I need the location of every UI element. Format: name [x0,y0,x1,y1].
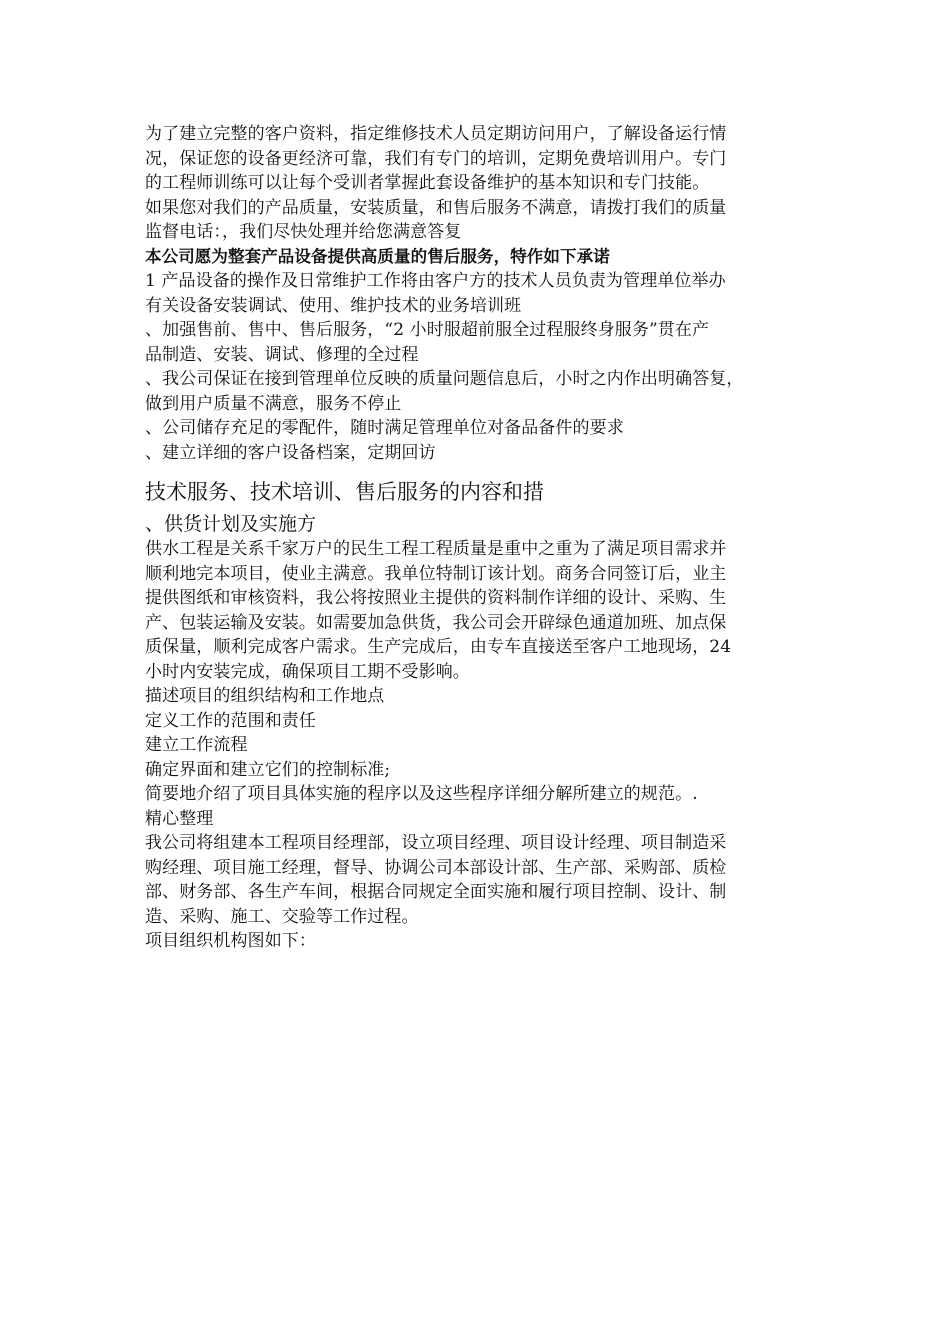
promise-item: 有关设备安装调试、使用、维护技术的业务培训班 [145,295,522,316]
paragraph-quality-hotline [145,196,810,245]
text-line: 质保量，顺利完成客户需求。生产完成后，由专车直接送至客户工地现场，24 [145,637,732,657]
text-line: 顺利地完本项目，使业主满意。我单位特制订该计划。商务合同签订后，业主 [145,563,727,584]
document-page [145,122,810,954]
promise-item: 做到用户质量不满意，服务不停止 [145,393,402,414]
plan-list [145,684,810,831]
paragraph-supply-plan [145,537,810,684]
text-line: 为了建立完整的客户资料，指定维修技术人员定期访问用户，了解设备运行情 [145,124,727,144]
text-line: 况，保证您的设备更经济可靠，我们有专门的培训，定期免费培训用户。专门 [145,148,727,169]
text-line: 供水工程是关系千家万户的民生工程工程质量是重中之重为了满足项目需求并 [145,539,727,559]
text-line: 小时内安装完成，确保项目工期不受影响。 [145,661,470,682]
text-line: 如果您对我们的产品质量，安装质量，和售后服务不满意，请拨打我们的质量 [145,197,727,218]
promise-list [145,269,810,465]
plan-item: 描述项目的组织结构和工作地点 [145,686,385,706]
paragraph-organization [145,831,810,929]
paragraph-training [145,122,810,196]
sub-heading: 、供货计划及实施方 [145,513,317,535]
text-line: 购经理、项目施工经理，督导、协调公司本部设计部、生产部、采购部、质检 [145,857,727,878]
plan-item: 精心整理 [145,808,214,829]
org-chart-caption: 项目组织机构图如下： [145,931,316,951]
promise-item: 1 产品设备的操作及日常维护工作将由客户方的技术人员负责为管理单位举办 [145,271,726,291]
promise-item: 、公司储存充足的零配件，随时满足管理单位对备品备件的要求 [145,418,624,438]
section-heading: 技术服务、技术培训、售后服务的内容和措 [145,480,544,504]
promise-item: 品制造、安装、调试、修理的全过程 [145,344,419,365]
text-line: 的工程师训练可以让每个受训者掌握此套设备维护的基本知识和专门技能。 [145,173,710,193]
plan-item: 建立工作流程 [145,735,248,755]
plan-item: 确定界面和建立它们的控制标准; [145,759,391,780]
promise-title: 本公司愿为整套产品设备提供高质量的售后服务，特作如下承诺 [145,246,610,266]
promise-item: 、我公司保证在接到管理单位反映的质量问题信息后，小时之内作出明确答复， [145,369,744,389]
text-line: 监督电话：，我们尽快处理并给您满意答复 [145,222,462,242]
promise-item: 、加强售前、售中、售后服务，“2 小时服超前服全过程服终身服务”贯在产 [145,320,710,340]
text-line: 提供图纸和审核资料，我公将按照业主提供的资料制作详细的设计、采购、生 [145,588,727,608]
text-line: 产、包装运输及安装。如需要加急供货，我公司会开辟绿色通道加班、加点保 [145,612,727,633]
promise-item: 、建立详细的客户设备档案，定期回访 [145,442,436,463]
plan-item: 定义工作的范围和责任 [145,710,316,731]
plan-item: 简要地介绍了项目具体实施的程序以及这些程序详细分解所建立的规范。. [145,784,698,804]
text-line: 部、财务部、各生产车间，根据合同规定全面实施和履行项目控制、设计、制 [145,882,727,902]
text-line: 造、采购、施工、交验等工作过程。 [145,906,419,927]
text-line: 我公司将组建本工程项目经理部，设立项目经理、项目设计经理、项目制造采 [145,833,727,853]
